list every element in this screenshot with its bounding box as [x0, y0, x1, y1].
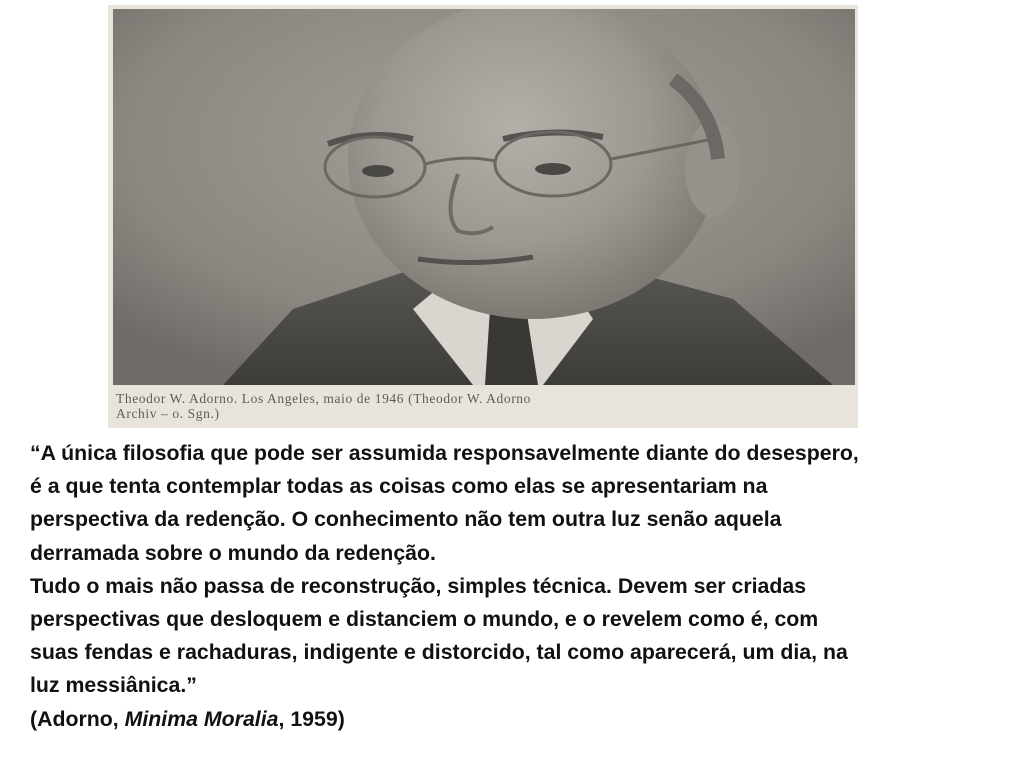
citation-prefix: (Adorno, — [30, 706, 125, 731]
citation-suffix: , 1959) — [278, 706, 345, 731]
portrait-photo-frame — [108, 5, 858, 428]
quote-line: Tudo o mais não passa de reconstrução, simples técnica. Devem ser criadas — [30, 573, 807, 598]
quote-line: perspectiva da redenção. O conhecimento não tem outra luz senão aquela — [30, 507, 782, 532]
quote-line: perspectivas que desloquem e distanciem o mundo, e o revelem como é, com — [30, 607, 819, 632]
photo-caption-line: Theodor W. Adorno. Los Angeles, maio de 1946 (Theodor W. Adorno — [116, 391, 532, 406]
citation-title: Minima Moralia — [124, 706, 279, 731]
quote-block — [30, 437, 1005, 736]
quote-citation — [30, 703, 1005, 736]
quote-line: é a que tenta contemplar todas as coisas como elas se apresentariam na — [30, 474, 768, 499]
photo-caption-line: Archiv – o. Sgn.) — [116, 406, 220, 421]
photo-caption — [116, 391, 856, 421]
quote-line: luz messiânica.” — [30, 673, 197, 698]
portrait-illustration — [113, 9, 855, 385]
quote-line: derramada sobre o mundo da redenção. — [30, 540, 436, 565]
quote-line: suas fendas e rachaduras, indigente e distorcido, tal como aparecerá, um dia, na — [30, 640, 848, 665]
quote-line: “A única filosofia que pode ser assumida responsavelmente diante do desespero, — [30, 441, 859, 465]
portrait-photo — [113, 9, 855, 385]
